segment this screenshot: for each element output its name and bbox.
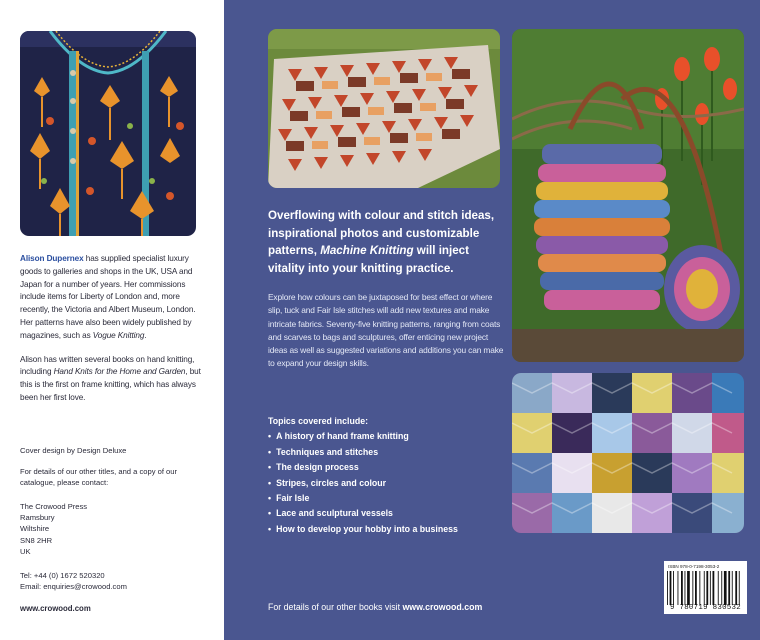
barcode-stripe: [667, 571, 668, 605]
author-bio: [20, 253, 202, 416]
topics-heading: Topics covered include:: [268, 416, 369, 426]
bio-text-2a: Alison has written several books on hand knitting, including: [20, 354, 195, 377]
email: Email: enquiries@crowood.com: [20, 582, 127, 592]
headline: [268, 207, 504, 277]
barcode-stripe: [718, 571, 719, 605]
barcode-stripe: [739, 571, 740, 605]
barcode-stripe: [735, 571, 737, 605]
topic-item: • Techniques and stitches: [268, 445, 458, 460]
bio-book-title: Hand Knits for the Home and Garden: [53, 367, 186, 377]
barcode-stripe: [670, 571, 672, 605]
contact-intro: For details of our other titles, and a copy of our catalogue, please contact:: [20, 467, 178, 487]
bio-end: .: [144, 330, 147, 340]
barcode-stripe: [692, 571, 693, 605]
barcode-stripe: [673, 571, 674, 605]
topic-item: • Lace and sculptural vessels: [268, 506, 458, 521]
bag-photo: [512, 29, 744, 362]
topics-list: [268, 429, 458, 537]
headline-text-2: will inject vitality into your knitting practice.: [268, 244, 469, 275]
address-line: SN8 2HR: [20, 535, 53, 545]
publisher-address: [20, 501, 87, 557]
barcode-stripe: [713, 571, 715, 605]
barcode-stripe: [695, 571, 697, 605]
barcode: [664, 561, 747, 614]
topic-item: • Stripes, circles and colour: [268, 476, 458, 491]
back-cover: [224, 0, 760, 640]
back-flap: [0, 0, 224, 640]
footer-url: www.crowood.com: [402, 602, 483, 612]
flap-website: www.crowood.com: [20, 604, 91, 613]
address-line: Ramsbury: [20, 513, 55, 523]
cover-credit: Cover design by Design Deluxe: [20, 446, 127, 455]
address-line: UK: [20, 546, 31, 556]
barcode-stripe: [728, 571, 730, 605]
bio-text-1: has supplied specialist luxury goods to galleries and shops in the UK, USA and Japan for a number of years. Her commissions include items for Liberty of London and, more recently, the Victoria and Albert Museum, London. Her patterns have also been widely published by magazines, such as: [20, 254, 196, 340]
topic-item: • Fair Isle: [268, 491, 458, 506]
barcode-stripe: [685, 571, 686, 605]
isbn-label: ISBN 978-0-7198-3053-2: [668, 564, 720, 569]
bio-paragraph-2: [20, 354, 202, 405]
author-name: Alison Dupernex: [20, 254, 84, 263]
bio-text-2b: , but this is the first on frame knitting, which has always been her first love.: [20, 367, 201, 402]
cardigan-photo: [20, 31, 196, 236]
barcode-stripe: [724, 571, 727, 605]
blanket-photo: [268, 29, 500, 188]
address-line: Wiltshire: [20, 524, 50, 534]
barcode-number: 9 780719 830532: [669, 604, 742, 612]
headline-text-1: Overflowing with colour and stitch ideas, inspirational photos and customizable patterns,: [268, 209, 495, 257]
description: Explore how colours can be juxtaposed for best effect or where slip, tuck and Fair Isle stitches will add new textures and make intricate fabrics. Seventy-five knitting patterns, ranging from coats and scarves to bags and sculptures, offer enticing new project ideas as well as suggested variations and additions you can make to expand your design skills.: [268, 292, 504, 369]
address-line: The Crowood Press: [20, 502, 88, 511]
barcode-stripe: [721, 571, 722, 605]
barcode-bars: [667, 571, 744, 605]
footer-text: For details of our other books visit: [268, 602, 403, 612]
book-title: Machine Knitting: [320, 244, 414, 257]
bio-paragraph-1: [20, 253, 202, 343]
topics: [268, 414, 458, 537]
contact-info: [20, 570, 127, 592]
barcode-stripe: [699, 571, 700, 605]
barcode-stripe: [732, 571, 733, 605]
barcode-stripe: [678, 571, 679, 605]
footer: [268, 602, 482, 612]
topic-item: • A history of hand frame knitting: [268, 429, 458, 444]
barcode-stripe: [710, 571, 711, 605]
barcode-stripe: [706, 571, 708, 605]
topic-item: • The design process: [268, 460, 458, 475]
topic-item: • How to develop your hobby into a business: [268, 522, 458, 537]
telephone: Tel: +44 (0) 1672 520320: [20, 571, 105, 580]
bio-magazine: Vogue Knitting: [92, 330, 145, 340]
herringbone-photo: [512, 373, 744, 533]
barcode-stripe: [681, 571, 683, 605]
barcode-stripe: [687, 571, 690, 605]
barcode-stripe: [704, 571, 705, 605]
